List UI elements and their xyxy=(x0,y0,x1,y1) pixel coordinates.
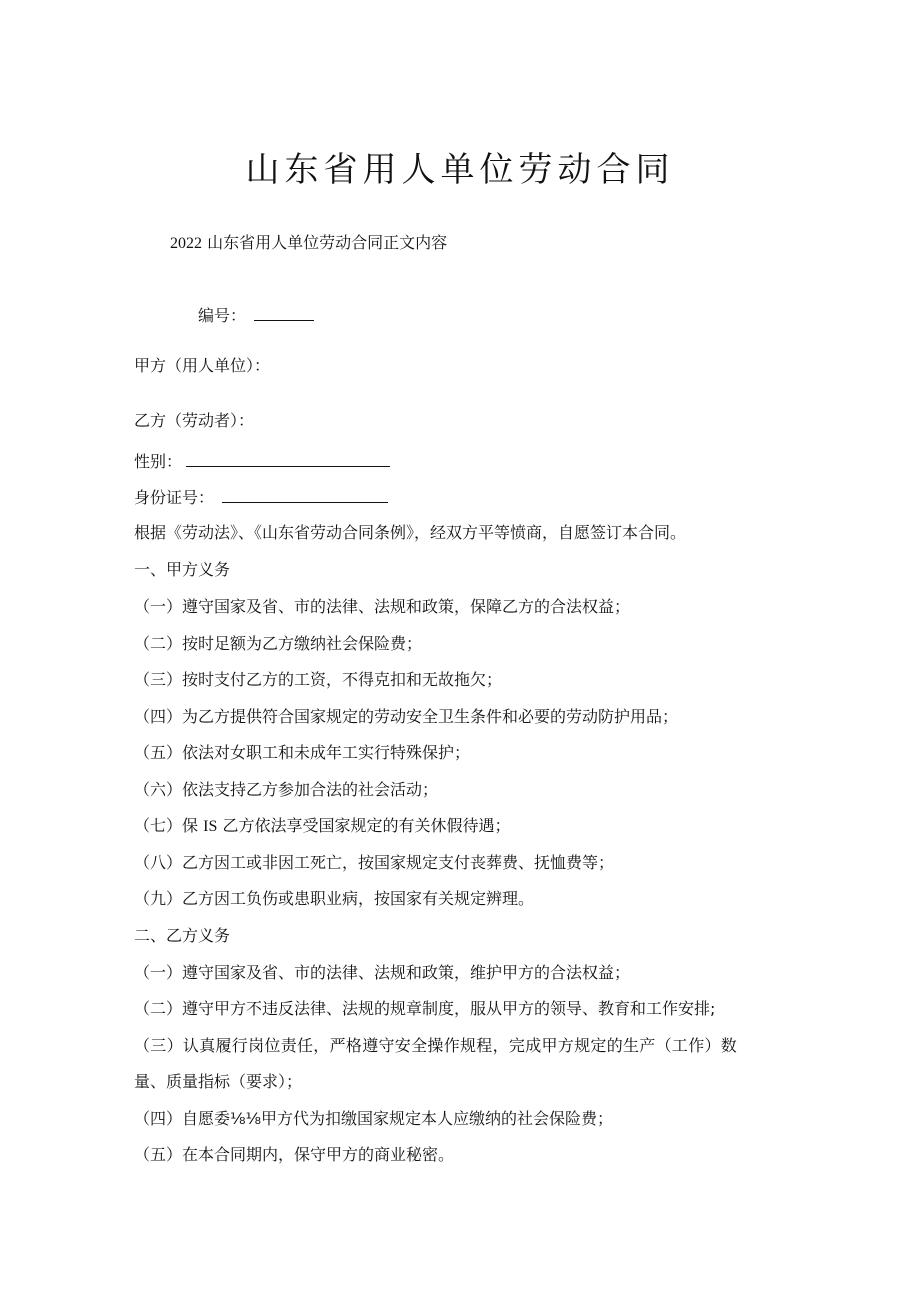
section-1-item: （四）为乙方提供符合国家规定的劳动安全卫生条件和必要的劳动防护用品； xyxy=(134,707,679,726)
section-1-item: （一）遵守国家及省、市的法律、法规和政策，保障乙方的合法权益； xyxy=(134,597,631,616)
item-7-start: （七）保 xyxy=(134,816,199,835)
section-1-heading: 一、甲方义务 xyxy=(134,560,231,579)
section-1-item: （八）乙方因工或非因工死亡，按国家规定支付丧葬费、抚恤费等； xyxy=(134,853,615,872)
section-2-item: （四）自愿委⅛⅛甲方代为扣缴国家规定本人应缴纳的社会保险费； xyxy=(134,1109,614,1128)
section-1-item: （二）按时足额为乙方缴纳社会保险费； xyxy=(134,634,423,653)
item-7-tail: 乙方依法享受国家规定的有关休假待遇； xyxy=(222,816,511,835)
section-1-item-7 xyxy=(134,815,510,838)
gender-row xyxy=(134,450,390,473)
intro-paragraph: 根据《劳动法》、《山东省劳动合同条例》，经双方平等愤商，自愿签订本合同。 xyxy=(134,523,687,542)
item-7-mid: IS xyxy=(203,818,218,835)
document-title: 山东省用人单位劳动合同 xyxy=(245,150,675,190)
id-number-blank xyxy=(222,486,388,503)
gender-label: 性别： xyxy=(134,452,183,471)
section-2-item-continued: 量、质量指标（要求）； xyxy=(134,1072,303,1091)
gender-blank xyxy=(186,450,390,467)
section-1-item: （六）依法支持乙方参加合法的社会活动； xyxy=(134,780,439,799)
party-a-label: 甲方（用人单位）： xyxy=(134,356,271,375)
section-1-item: （九）乙方因工负伤或患职业病，按国家有关规定辨理。 xyxy=(134,889,535,908)
party-b-label: 乙方（劳动者）： xyxy=(134,411,255,430)
section-2-item: （一）遵守国家及省、市的法律、法规和政策，维护甲方的合法权益； xyxy=(134,963,631,982)
contract-number-label: 编号： xyxy=(198,306,247,325)
contract-number-blank xyxy=(254,304,314,321)
id-number-label: 身份证号： xyxy=(134,488,215,507)
document-subtitle xyxy=(170,232,447,255)
contract-number-row xyxy=(198,304,314,327)
subtitle-text: 山东省用人单位劳动合同正文内容 xyxy=(207,233,448,252)
section-1-item: （五）依法对女职工和未成年工实行特殊保护； xyxy=(134,743,471,762)
section-2-heading: 二、乙方义务 xyxy=(134,926,231,945)
section-2-item: （三）认真履行岗位责任，严格遵守安全操作规程，完成甲方规定的生产（工作）数 xyxy=(134,1036,738,1055)
id-number-row xyxy=(134,486,388,509)
section-2-item: （二）遵守甲方不违反法律、法规的规章制度，服从甲方的领导、教育和工作安排; xyxy=(134,999,716,1018)
subtitle-year: 2022 xyxy=(170,235,202,252)
section-2-item: （五）在本合同期内，保守甲方的商业秘密。 xyxy=(134,1145,455,1164)
section-1-item: （三）按时支付乙方的工资，不得克扣和无故拖欠； xyxy=(134,670,503,689)
